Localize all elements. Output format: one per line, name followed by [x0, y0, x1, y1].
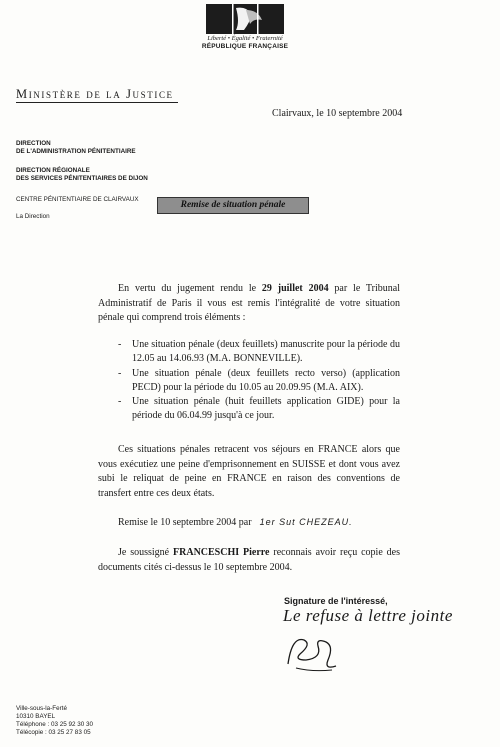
direction-line-2: DE L'ADMINISTRATION PÉNITENTIAIRE	[16, 148, 136, 155]
direction-line-1: DIRECTION	[16, 140, 51, 147]
list-item: - Une situation pénale (deux feuillets) manuscrite pour la période du 12.05 au 14.06.93 (M.A. BONNEVILLE).	[118, 338, 400, 367]
place-date: Clairvaux, le 10 septembre 2004	[272, 108, 403, 119]
direction-block	[16, 140, 136, 156]
recipient-name: FRANCESCHI Pierre	[173, 547, 270, 558]
paragraph-judgment	[98, 282, 400, 326]
address-fax: Télécopie : 03 25 27 83 05	[16, 729, 91, 736]
elements-list	[118, 338, 400, 424]
address-line-1: Ville-sous-la-Ferté	[16, 705, 67, 712]
handwritten-officer: 1er Sut CHEZEAU.	[259, 517, 353, 527]
address-block	[16, 705, 93, 737]
republique-francaise-label: RÉPUBLIQUE FRANÇAISE	[201, 43, 289, 50]
handwritten-signature-text: Le refuse à lettre jointe	[283, 606, 453, 625]
p4-before: Je soussigné	[118, 547, 174, 558]
address-phone: Téléphone : 03 25 92 30 30	[16, 721, 94, 728]
paragraph-remise	[118, 517, 353, 528]
republic-motto: Liberté • Égalité • Fraternité	[207, 35, 283, 42]
p1-before: En vertu du jugement rendu le	[118, 283, 262, 294]
regional-direction-block	[16, 167, 148, 183]
paragraph-situations	[98, 443, 400, 501]
p3-text: Remise le 10 septembre 2004 par	[118, 517, 252, 528]
p2-text: Ces situations pénales retracent vos séjours en FRANCE alors que vous exécutiez une peine d'emprisonnement en SUISSE et dont vous avez subi le reliquat de peine en FRANCE en raison des conventions de transfert entre ces deux états.	[98, 444, 400, 499]
address-line-2: 10310 BAYEL	[16, 713, 56, 720]
list-item: - Une situation pénale (deux feuillets recto verso) (application PECD) pour la période du 10.05 au 20.09.95 (M.A. AIX).	[118, 367, 400, 396]
regional-line-1: DIRECTION RÉGIONALE	[16, 167, 90, 174]
paragraph-acknowledgement	[98, 546, 400, 575]
signature-scrawl-icon	[282, 630, 342, 674]
marianne-emblem-icon	[206, 4, 284, 34]
signature-label: Signature de l'intéressé,	[284, 596, 388, 606]
judgment-date: 29 juillet 2004	[261, 283, 329, 294]
la-direction-label: La Direction	[16, 213, 50, 220]
p4-after: reconnais avoir reçu copie des documents cités ci-dessus le 10 septembre 2004.	[98, 547, 400, 573]
ministry-underline	[16, 102, 178, 103]
list-item: - Une situation pénale (huit feuillets application GIDE) pour la période du 06.04.99 jusqu'à ce jour.	[118, 395, 400, 424]
regional-line-2: DES SERVICES PÉNITENTIAIRES DE DIJON	[16, 175, 148, 182]
subject-box: Remise de situation pénale	[157, 197, 309, 214]
p1-after: par le Tribunal Administratif de Paris il vous est remis l'intégralité de votre situation pénale qui comprend trois éléments :	[98, 283, 401, 324]
marianne-logo	[206, 4, 284, 34]
centre-penitentiaire: CENTRE PÉNITENTIAIRE DE CLAIRVAUX	[16, 196, 139, 203]
ministry-title: Ministère de la Justice	[16, 87, 174, 101]
